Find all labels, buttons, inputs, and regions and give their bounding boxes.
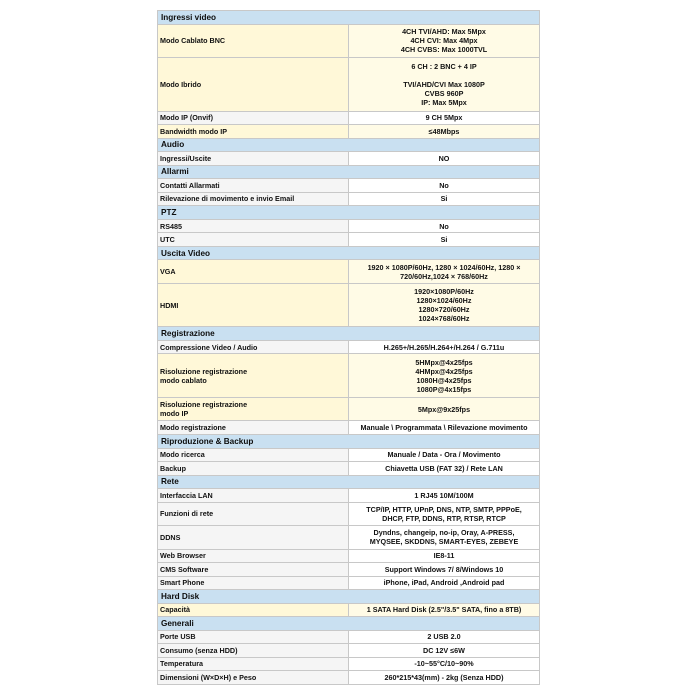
spec-value	[349, 462, 540, 476]
spec-value-line: TVI/AHD/CVI Max 1080P	[403, 79, 485, 89]
section-title: Audio	[158, 138, 540, 152]
spec-row-hdmi	[158, 283, 540, 327]
spec-row-porte-usb	[158, 630, 540, 644]
spec-label: Capacità	[158, 603, 349, 617]
section-title: Ingressi video	[158, 11, 540, 25]
spec-value-line: Chiavetta USB (FAT 32) / Rete LAN	[385, 463, 503, 473]
spec-row-modo-ricerca	[158, 448, 540, 462]
spec-label	[158, 397, 349, 421]
spec-row-ingressi-uscite	[158, 152, 540, 166]
spec-value	[349, 233, 540, 247]
spec-value-line: Si	[440, 194, 448, 204]
section-title: PTZ	[158, 206, 540, 220]
spec-row-risoluzione-registrazione-modo-cablato	[158, 354, 540, 398]
spec-value-line: 6 CH : 2 BNC + 4 IP	[411, 61, 477, 71]
spec-label: Web Browser	[158, 549, 349, 563]
spec-row-web-browser	[158, 549, 540, 563]
spec-value-line: 4CH CVBS: Max 1000TVL	[400, 45, 488, 55]
spec-value-line: 5HMpx@4x25fps	[415, 357, 473, 367]
spec-label: Rilevazione di movimento e invio Email	[158, 192, 349, 206]
spec-value-line: 1920 × 1080P/60Hz, 1280 × 1024/60Hz, 1280 ×	[367, 262, 521, 272]
spec-value	[349, 111, 540, 125]
spec-row-rilevazione-di-movimento-e-invio-email	[158, 192, 540, 206]
spec-label: Bandwidth modo IP	[158, 125, 349, 139]
spec-value-line: 1080H@4x25fps	[416, 375, 472, 385]
spec-value	[349, 125, 540, 139]
spec-label-line: Risoluzione registrazione	[160, 400, 248, 410]
spec-value	[349, 192, 540, 206]
spec-label: Contatti Allarmati	[158, 179, 349, 193]
spec-row-vga	[158, 260, 540, 284]
spec-value-line: 4HMpx@4x25fps	[415, 366, 473, 376]
spec-value	[349, 340, 540, 354]
spec-label: UTC	[158, 233, 349, 247]
spec-value-line: NO	[438, 153, 450, 163]
spec-value-line: iPhone, iPad, Android ,Android pad	[383, 578, 505, 588]
spec-value	[349, 671, 540, 685]
section-header-rete	[158, 475, 540, 489]
spec-value	[349, 448, 540, 462]
spec-row-temperatura	[158, 657, 540, 671]
spec-value	[349, 58, 540, 112]
section-header-allarmi	[158, 165, 540, 179]
spec-label: Modo Cablato BNC	[158, 24, 349, 58]
spec-row-modo-ibrido	[158, 58, 540, 112]
spec-row-modo-ip-onvif	[158, 111, 540, 125]
spec-label: RS485	[158, 219, 349, 233]
spec-label-line: modo IP	[160, 409, 189, 419]
section-title: Registrazione	[158, 327, 540, 341]
spec-value-line: MYQSEE, SKDDNS, SMART-EYES, ZEBEYE	[369, 537, 519, 547]
section-title: Rete	[158, 475, 540, 489]
spec-row-interfaccia-lan	[158, 489, 540, 503]
spec-value-line: IP: Max 5Mpx	[421, 97, 467, 107]
spec-value-line: 1280×1024/60Hz	[416, 296, 472, 306]
spec-value	[349, 644, 540, 658]
section-header-audio	[158, 138, 540, 152]
spec-row-contatti-allarmati	[158, 179, 540, 193]
spec-label: Smart Phone	[158, 576, 349, 590]
spec-label: Temperatura	[158, 657, 349, 671]
spec-label: Funzioni di rete	[158, 502, 349, 526]
spec-value-line: 1920×1080P/60Hz	[414, 287, 474, 297]
spec-row-funzioni-di-rete	[158, 502, 540, 526]
spec-value-line: -10~55°C/10~90%	[414, 659, 474, 669]
spec-value	[349, 657, 540, 671]
spec-label: HDMI	[158, 283, 349, 327]
spec-value-line: IE8-11	[433, 551, 455, 561]
spec-value	[349, 397, 540, 421]
spec-row-smart-phone	[158, 576, 540, 590]
spec-value-line: CVBS 960P	[424, 88, 464, 98]
section-title: Riproduzione & Backup	[158, 434, 540, 448]
spec-row-capacit	[158, 603, 540, 617]
section-header-generali	[158, 617, 540, 631]
spec-value	[349, 576, 540, 590]
spec-label: Consumo (senza HDD)	[158, 644, 349, 658]
spec-value	[349, 219, 540, 233]
spec-value-line: 1 SATA Hard Disk (2.5"/3.5" SATA, fino a 8TB)	[366, 605, 522, 615]
spec-value	[349, 489, 540, 503]
section-header-riproduzione-backup	[158, 434, 540, 448]
spec-value-line: 9 CH 5Mpx	[425, 113, 463, 123]
spec-value-line: TCP/IP, HTTP, UPnP, DNS, NTP, SMTP, PPPoE,	[366, 504, 522, 514]
spec-value-line: 2 USB 2.0	[427, 632, 461, 642]
spec-label: Modo Ibrido	[158, 58, 349, 112]
spec-value-line	[351, 71, 537, 80]
spec-row-consumo-senza-hdd	[158, 644, 540, 658]
spec-value	[349, 630, 540, 644]
spec-value	[349, 152, 540, 166]
spec-value-line: 1080P@4x15fps	[416, 384, 472, 394]
spec-value	[349, 179, 540, 193]
spec-label: Porte USB	[158, 630, 349, 644]
spec-table-body	[158, 11, 540, 685]
section-title: Generali	[158, 617, 540, 631]
section-title: Allarmi	[158, 165, 540, 179]
spec-value-line: No	[439, 180, 449, 190]
spec-value	[349, 260, 540, 284]
spec-value-line: 1280×720/60Hz	[418, 305, 470, 315]
spec-value	[349, 526, 540, 550]
spec-value-line: No	[439, 221, 449, 231]
spec-label	[158, 354, 349, 398]
spec-label: Dimensioni (W×D×H) e Peso	[158, 671, 349, 685]
spec-label: Compressione Video / Audio	[158, 340, 349, 354]
spec-value-line: Manuale \ Programmata \ Rilevazione movimento	[360, 423, 528, 433]
section-header-registrazione	[158, 327, 540, 341]
spec-value-line: DC 12V ≤6W	[423, 645, 465, 655]
spec-row-compressione-video-audio	[158, 340, 540, 354]
spec-label: Interfaccia LAN	[158, 489, 349, 503]
spec-label-line: Risoluzione registrazione	[160, 366, 248, 376]
spec-row-cms-software	[158, 563, 540, 577]
spec-value	[349, 502, 540, 526]
spec-row-backup	[158, 462, 540, 476]
spec-label: Modo registrazione	[158, 421, 349, 435]
spec-label: Backup	[158, 462, 349, 476]
spec-value-line: 1 RJ45 10M/100M	[414, 490, 474, 500]
spec-row-rs485	[158, 219, 540, 233]
section-header-hard-disk	[158, 590, 540, 604]
spec-value-line: 720/60Hz,1024 × 768/60Hz	[400, 271, 488, 281]
spec-value	[349, 603, 540, 617]
spec-row-bandwidth-modo-ip	[158, 125, 540, 139]
section-title: Uscita Video	[158, 246, 540, 260]
spec-label: Ingressi/Uscite	[158, 152, 349, 166]
spec-value	[349, 549, 540, 563]
spec-row-modo-registrazione	[158, 421, 540, 435]
spec-value-line: Dyndns, changeip, no-ip, Oray, A-PRESS,	[373, 528, 515, 538]
spec-value-line: 4CH TVI/AHD: Max 5Mpx	[402, 27, 486, 37]
spec-table	[157, 10, 540, 685]
spec-row-utc	[158, 233, 540, 247]
section-title: Hard Disk	[158, 590, 540, 604]
spec-value-line: 4CH CVI: Max 4Mpx	[410, 36, 478, 46]
spec-value	[349, 354, 540, 398]
spec-value-line: ≤48Mbps	[428, 126, 460, 136]
section-header-ingressi-video	[158, 11, 540, 25]
spec-value-line: DHCP, FTP, DDNS, RTP, RTSP, RTCP	[382, 513, 506, 523]
spec-value	[349, 563, 540, 577]
spec-row-dimensioni-w-d-h-e-peso	[158, 671, 540, 685]
spec-value-line: Support Windows 7/ 8/Windows 10	[384, 564, 504, 574]
spec-value-line: H.265+/H.265/H.264+/H.264 / G.711u	[383, 342, 505, 352]
spec-value-line: 260*215*43(mm) - 2kg (Senza HDD)	[384, 672, 504, 682]
spec-value-line: 5Mpx@9x25fps	[417, 404, 471, 414]
spec-label: VGA	[158, 260, 349, 284]
spec-label-line: modo cablato	[160, 375, 207, 385]
spec-row-ddns	[158, 526, 540, 550]
spec-value	[349, 421, 540, 435]
spec-row-risoluzione-registrazione-modo-ip	[158, 397, 540, 421]
spec-label: CMS Software	[158, 563, 349, 577]
spec-label: Modo ricerca	[158, 448, 349, 462]
section-header-ptz	[158, 206, 540, 220]
section-header-uscita-video	[158, 246, 540, 260]
spec-value-line: 1024×768/60Hz	[418, 314, 470, 324]
spec-value	[349, 283, 540, 327]
spec-label: DDNS	[158, 526, 349, 550]
spec-value	[349, 24, 540, 58]
spec-value-line: Manuale / Data - Ora / Movimento	[387, 450, 501, 460]
spec-label: Modo IP (Onvif)	[158, 111, 349, 125]
spec-value-line: Si	[440, 235, 448, 245]
spec-row-modo-cablato-bnc	[158, 24, 540, 58]
